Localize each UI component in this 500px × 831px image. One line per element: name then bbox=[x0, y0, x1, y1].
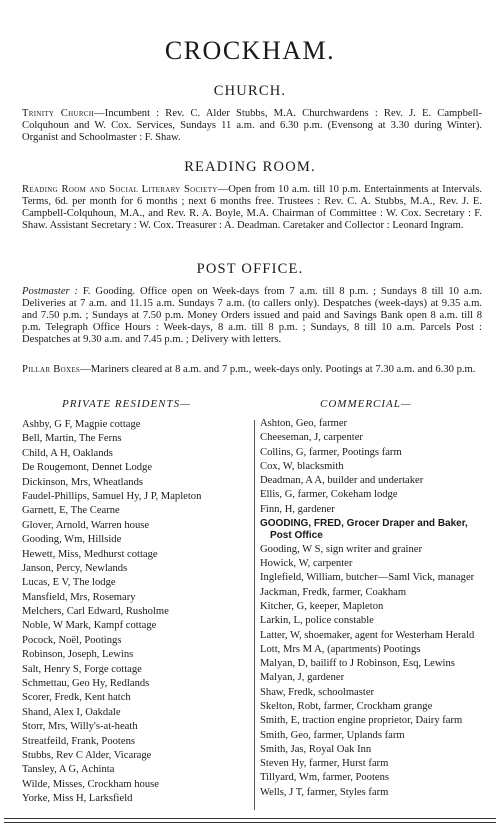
list-item: Salt, Henry S, Forge cottage bbox=[22, 663, 142, 675]
list-item: Ashby, G F, Magpie cottage bbox=[22, 419, 141, 430]
list-item: Storr, Mrs, Willy's-at-heath bbox=[22, 721, 138, 733]
pillar-boxes-text: —Mariners cleared at 8 a.m. and 7 p.m., week-days only. Pootings at 7.30 a.m. and 6.30 p.m. bbox=[80, 364, 476, 375]
list-item: Faudel-Phillips, Samuel Hy, J P, Mapleton bbox=[22, 490, 202, 502]
list-item: Hewett, Miss, Medhurst cottage bbox=[22, 548, 158, 560]
list-item: Schmettau, Geo Hy, Redlands bbox=[22, 678, 150, 690]
list-item: Larkin, L, police constable bbox=[260, 615, 374, 627]
list-item: Skelton, Robt, farmer, Crockham grange bbox=[260, 700, 433, 712]
list-item: Melchers, Carl Edward, Rusholme bbox=[22, 606, 169, 618]
reading-room-lead: Reading Room and Social Literary Society bbox=[22, 184, 218, 195]
list-item: Garnett, E, The Cearne bbox=[22, 505, 120, 517]
list-item: Lucas, E V, The lodge bbox=[22, 577, 116, 589]
list-item: Bell, Martin, The Ferns bbox=[22, 433, 122, 445]
list-item: Lott, Mrs M A, (apartments) Pootings bbox=[260, 643, 421, 655]
church-lead: Trinity Church bbox=[22, 108, 95, 119]
list-item: Stubbs, Rev C Alder, Vicarage bbox=[22, 749, 152, 761]
list-item: Robinson, Joseph, Lewins bbox=[22, 649, 134, 661]
list-item: Jackman, Fredk, farmer, Coakham bbox=[260, 586, 407, 598]
pillar-boxes-paragraph bbox=[22, 364, 482, 376]
list-item: Malyan, J, gardener bbox=[260, 672, 345, 684]
list-item: Latter, W, shoemaker, agent for Westerham Herald bbox=[260, 629, 475, 641]
list-item: Child, A H, Oaklands bbox=[22, 447, 113, 459]
list-item: Ellis, G, farmer, Cokeham lodge bbox=[260, 489, 398, 501]
list-item: Dickinson, Mrs, Wheatlands bbox=[22, 476, 144, 488]
list-item: Mansfield, Mrs, Rosemary bbox=[22, 591, 136, 603]
directory-columns bbox=[22, 398, 484, 813]
list-item: Pocock, Noël, Pootings bbox=[22, 634, 122, 646]
list-item: Streatfeild, Frank, Pootens bbox=[22, 735, 135, 747]
post-office-lead: Postmaster : bbox=[22, 286, 79, 297]
commercial-list bbox=[260, 418, 486, 801]
list-item: Shaw, Fredk, schoolmaster bbox=[260, 686, 375, 698]
list-item: Cheeseman, J, carpenter bbox=[260, 432, 363, 444]
list-item: Smith, Jas, Royal Oak Inn bbox=[260, 743, 372, 755]
list-item: Tillyard, Wm, farmer, Pootens bbox=[260, 772, 390, 784]
list-item: Yorke, Miss H, Larksfield bbox=[22, 793, 133, 805]
column-divider bbox=[254, 420, 255, 810]
bottom-rule-double bbox=[4, 822, 496, 823]
list-item: Finn, H, gardener bbox=[260, 503, 335, 515]
list-item: Wilde, Misses, Crockham house bbox=[22, 778, 159, 790]
list-item: Kitcher, G, keeper, Mapleton bbox=[260, 600, 384, 612]
list-item: Malyan, D, bailiff to J Robinson, Esq, Lewins bbox=[260, 658, 455, 670]
church-heading: CHURCH. bbox=[213, 83, 287, 99]
list-item: Janson, Percy, Newlands bbox=[22, 562, 128, 574]
list-item: Noble, W Mark, Kampf cottage bbox=[22, 620, 157, 632]
list-item: Wells, J T, farmer, Styles farm bbox=[260, 786, 389, 798]
reading-room-heading: READING ROOM. bbox=[184, 159, 316, 175]
list-item: Gooding, Wm, Hillside bbox=[22, 534, 122, 546]
list-item: Gooding, W S, sign writer and grainer bbox=[260, 543, 423, 555]
church-paragraph bbox=[22, 108, 482, 144]
list-item: Smith, E, traction engine proprietor, Dairy farm bbox=[260, 715, 463, 727]
list-item: Tansley, A G, Achinta bbox=[22, 764, 115, 776]
pillar-boxes-lead: Pillar Boxes bbox=[22, 364, 81, 375]
private-residents-heading: PRIVATE RESIDENTS— bbox=[62, 398, 191, 410]
page-title: CROCKHAM. bbox=[164, 36, 336, 65]
bottom-rule bbox=[4, 818, 496, 819]
reading-room-paragraph bbox=[22, 184, 482, 232]
church-text: —Incumbent : Rev. C. Alder Stubbs, M.A. Churchwardens : Rev. J. E. Campbell-Colquhoun and W. Cox. Services, Sundays 11 a.m. and 6.30 p.m. (Evensong at 3.30 during Winter). Organist and Schoolmaster : F. Shaw. bbox=[22, 108, 483, 143]
list-item: GOODING, FRED, Grocer Draper and Baker, Post Office bbox=[260, 517, 468, 541]
list-item: Howick, W, carpenter bbox=[260, 558, 353, 570]
post-office-text: F. Gooding. Office open on Week-days from 7 a.m. till 8 p.m. ; Sundays 8 till 10 a.m. Deliveries at 7 a.m. and 11.15 a.m. Sundays 7 a.m. (to callers only). Despatches (week-days) at 9.35 a.m. and 7.50 p.m. ; Sundays at 7.50 p.m. Money Orders issued and paid and Savings Bank open 8 a.m. till 8 p.m. Telegraph Office Hours : Week-days, 8 a.m. till 8 p.m. ; Sundays, 8 till 10 a.m. Parcels Post : Despatches at 9.30 a.m. and 7.45 p.m. ; Delivery with letters. bbox=[22, 286, 482, 345]
private-residents-list bbox=[22, 418, 248, 807]
list-item: Cox, W, blacksmith bbox=[260, 460, 344, 472]
list-item: Collins, G, farmer, Pootings farm bbox=[260, 446, 402, 458]
list-item: De Rougemont, Dennet Lodge bbox=[22, 462, 153, 474]
list-item: Deadman, A A, builder and undertaker bbox=[260, 475, 424, 487]
list-item: Glover, Arnold, Warren house bbox=[22, 519, 150, 531]
list-item: Ashton, Geo, farmer bbox=[260, 418, 348, 429]
list-item: Smith, Geo, farmer, Uplands farm bbox=[260, 729, 405, 741]
list-item: Shand, Alex I, Oakdale bbox=[22, 706, 121, 718]
list-item: Steven Hy, farmer, Hurst farm bbox=[260, 758, 389, 770]
list-item: Scorer, Fredk, Kent hatch bbox=[22, 692, 131, 704]
commercial-heading: COMMERCIAL— bbox=[320, 398, 412, 410]
post-office-paragraph bbox=[22, 286, 482, 346]
list-item: Inglefield, William, butcher—Saml Vick, manager bbox=[260, 572, 475, 584]
reading-room-text: —Open from 10 a.m. till 10 p.m. Entertainments at Intervals. Terms, 6d. per month for 6 months ; next 6 months free. Trustees : Rev. C. A. Stubbs, M.A., Rev. J. E. Campbell-Colquhoun, M.A., and Rev. R. A. Boyle, M.A. Chairman of Committee : W. Cox. Secretary : F. Shaw. Assistant Secretary : W. Cox. Treasurer : A. Deadman. Caretaker and Collector : Leonard Ingram. bbox=[22, 184, 482, 231]
post-office-heading: POST OFFICE. bbox=[196, 261, 304, 277]
